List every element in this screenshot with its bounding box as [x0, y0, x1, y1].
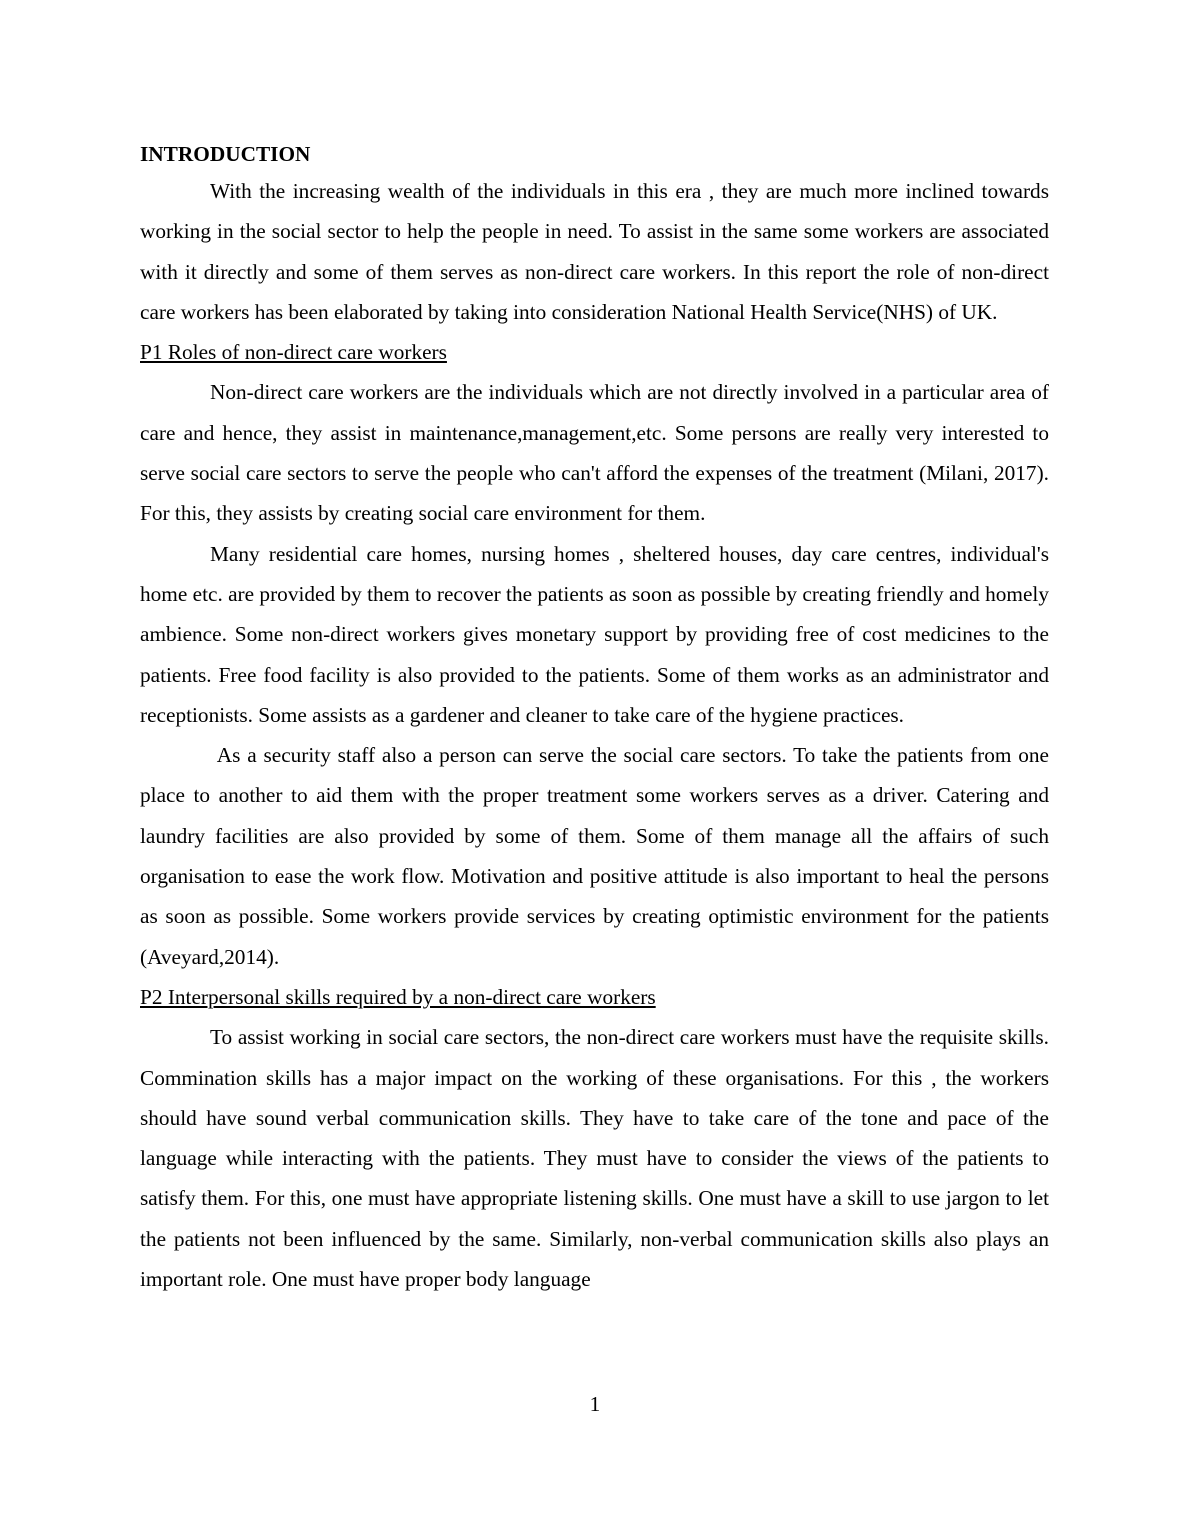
page-number: 1 — [589, 1392, 601, 1416]
p1-paragraph-2: Many residential care homes, nursing homes , sheltered houses, day care centres, individual's home etc. are provided by them to recover the patients as soon as possible by creating friendly and homely ambience. Some non-direct workers gives monetary support by providing free of cost medicines to the patients. Free food facility is also provided to the patients. Some of them works as an administrator and receptionists. Some assists as a gardener and cleaner to take care of the hygiene practices. — [140, 541, 1049, 727]
section-heading-p1: P1 Roles of non-direct care workers — [140, 340, 447, 365]
p1-paragraph-1: Non-direct care workers are the individuals which are not directly involved in a particular area of care and hence, they assist in maintenance,management,etc. Some persons are really very interested to serve social care sectors to serve the people who can't afford the expenses of the treatment (Milani, 2017). For this, they assists by creating social care environment for them. — [140, 380, 1049, 526]
document-page — [140, 137, 1055, 1299]
intro-paragraph: With the increasing wealth of the individuals in this era , they are much more inclined towards working in the social sector to help the people in need. To assist in the same some workers are associated with it directly and some of them serves as non-direct care workers. In this report the role of non-direct care workers has been elaborated by taking into consideration National Health Service(NHS) of UK. — [140, 179, 1049, 324]
p2-paragraph-1: To assist working in social care sectors, the non-direct care workers must have the requisite skills. Commination skills has a major impact on the working of these organisations. For this , the workers should have sound verbal communication skills. They have to take care of the tone and pace of the language while interacting with the patients. They must have to consider the views of the patients to satisfy them. For this, one must have appropriate listening skills. One must have a skill to use jargon to let the patients not been influenced by the same. Similarly, non-verbal communication skills also plays an important role. One must have proper body language — [140, 1025, 1049, 1292]
section-heading-introduction: INTRODUCTION — [140, 142, 311, 166]
p1-paragraph-3: As a security staff also a person can serve the social care sectors. To take the patients from one place to another to aid them with the proper treatment some workers serves as a driver. Catering and laundry facilities are also provided by some of them. Some of them manage all the affairs of such organisation to ease the work flow. Motivation and positive attitude is also important to heal the persons as soon as possible. Some workers provide services by creating optimistic environment for the patients (Aveyard,2014). — [140, 743, 1055, 969]
section-heading-p2: P2 Interpersonal skills required by a non-direct care workers — [140, 984, 656, 1009]
